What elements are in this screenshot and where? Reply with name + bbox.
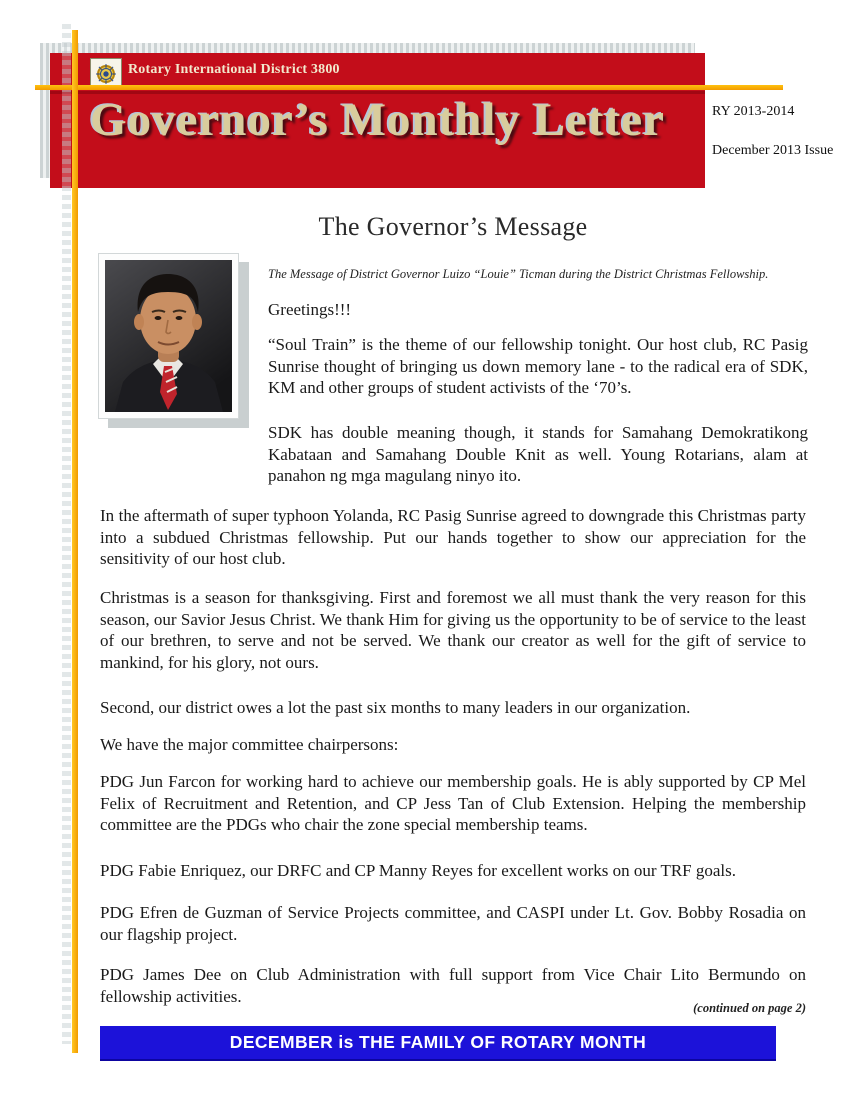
month-banner-text: DECEMBER is THE FAMILY OF ROTARY MONTH — [229, 1032, 647, 1052]
org-name: Rotary International District 3800 — [128, 62, 340, 77]
horizontal-accent-line — [35, 85, 783, 90]
vertical-dashed-stripe — [62, 24, 71, 1044]
header-banner — [50, 53, 705, 188]
greeting-line: Greetings!!! — [268, 300, 352, 319]
body-paragraph: Second, our district owes a lot the past six months to many leaders in our organization. — [100, 698, 691, 717]
continued-note: (continued on page 2) — [693, 1001, 806, 1015]
photo-caption: The Message of District Governor Luizo “Louie” Ticman during the District Christmas Fellowship. — [268, 267, 769, 281]
body-paragraph: We have the major committee chairpersons: — [100, 735, 399, 754]
body-paragraph: In the aftermath of super typhoon Yolanda, RC Pasig Sunrise agreed to downgrade this Christmas party into a subdued Christmas fellowship. Put our hands together to show our appreciation for the sensitivity of our host club. — [100, 506, 806, 569]
vertical-accent-line — [72, 30, 78, 1053]
body-paragraph: PDG Efren de Guzman of Service Projects committee, and CASPI under Lt. Gov. Bobby Rosadia on our flagship project. — [100, 903, 806, 944]
month-banner — [100, 1026, 776, 1061]
body-paragraph: PDG Fabie Enriquez, our DRFC and CP Manny Reyes for excellent works on our TRF goals. — [100, 861, 737, 880]
rotary-wheel-icon — [94, 62, 118, 86]
governor-portrait-image — [105, 260, 232, 412]
banner-inner-line — [50, 91, 705, 94]
governor-photo — [98, 253, 239, 419]
body-paragraph: Christmas is a season for thanksgiving. First and foremost we all must thank the very reason for this season, our Savior Jesus Christ. We thank Him for giving us the opportunity to be of service to the least of our brethren, to serve and not be served. We thank our creator as well for the gift of service to mankind, for his glory, not ours. — [100, 588, 806, 672]
rotary-year: RY 2013-2014 — [712, 104, 795, 119]
body-paragraph: PDG Jun Farcon for working hard to achieve our membership goals. He is ably supported by CP Mel Felix of Recruitment and Retention, and CP Jess Tan of Club Extension. Helping the membership committee are the PDGs who chair the zone special membership teams. — [100, 772, 806, 835]
body-paragraph: PDG James Dee on Club Administration with full support from Vice Chair Lito Bermundo on fellowship activities. — [100, 965, 806, 1006]
newsletter-title: Governor’s Monthly Letter — [90, 94, 665, 146]
section-heading: The Governor’s Message — [318, 212, 588, 241]
body-paragraph: “Soul Train” is the theme of our fellowship tonight. Our host club, RC Pasig Sunrise thought of bringing us down memory lane - to the radical era of SDK, KM and other groups of student activists of the ‘70’s. — [268, 335, 808, 398]
issue-date: December 2013 Issue — [712, 143, 834, 158]
body-paragraph: SDK has double meaning though, it stands for Samahang Demokratikong Kabataan and Samahang Double Knit as well. Young Rotarians, alam at panahon ng mga magulang ninyo ito. — [268, 423, 808, 486]
